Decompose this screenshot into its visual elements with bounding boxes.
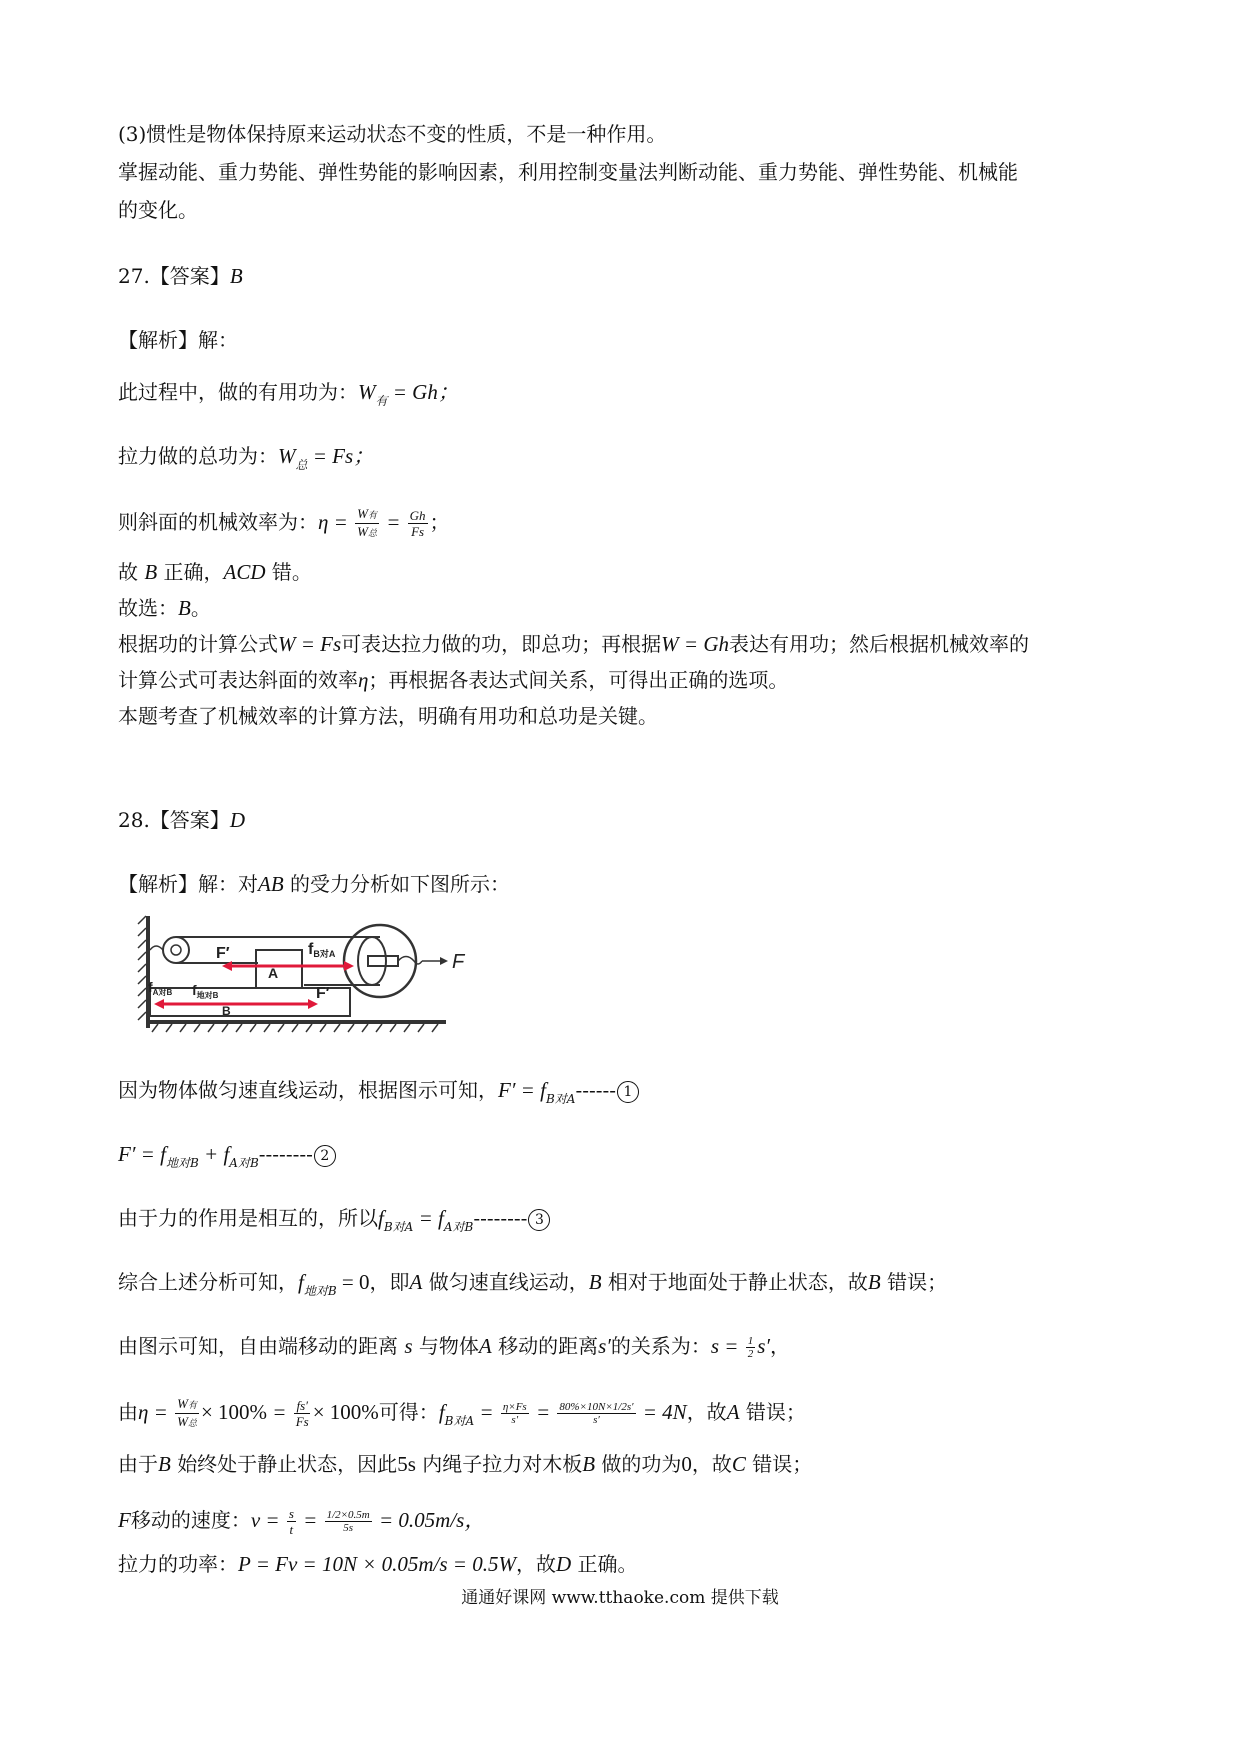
equation-2: $F' = f_{地对B} + f_{A对B}--------$ 2 xyxy=(118,1140,336,1171)
label-Fprime-top: F′ xyxy=(216,945,230,962)
text-line: 计算公式可表达斜面的效率η；再根据各表达式间关系，可得出正确的选项。 xyxy=(118,668,789,692)
text-line: 【解析】解：对AB 的受力分析如下图所示： xyxy=(118,872,511,896)
efficiency-equation: 由η = $\frac{\text{W有}}{\text{W总}}$ × 100% = $\frac{fs'}{Fs}$ × 100%可得：$f_{B对A}$ = $\frac{\eta\times Fs}{s'}$ = $\frac{80\%\times 10N\times 1/2s'}{s'}$ = 4N，故A 错误； xyxy=(118,1396,806,1429)
text-line: 此过程中，做的有用功为：$W_有 = Gh$； xyxy=(118,380,459,408)
power-equation: 拉力的功率：P = Fv = 10N × 0.05m/s = 0.5W，故D 正确。 xyxy=(118,1552,638,1576)
text-line: 故 B 正确，ACD 错。 xyxy=(118,560,312,584)
text-line: 故选：B。 xyxy=(118,596,211,620)
equation-3: 由于力的作用是相互的，所以$f_{B对A} = f_{A对B}--------$ 3 xyxy=(118,1204,550,1235)
label-fAB: $f_{A对B}$ xyxy=(148,979,173,997)
text-line: 由于B 始终处于静止状态，因此5s 内绳子拉力对木板B 做的功为0，故C 错误； xyxy=(118,1452,813,1476)
label-fBA: fB对A xyxy=(308,941,336,959)
ground xyxy=(146,1020,446,1024)
page-footer: 通通好课网 www.tthaoke.com 提供下载 xyxy=(461,1588,779,1608)
equation-1: 因为物体做匀速直线运动，根据图示可知，$F' = f_{B对A}------$ 1 xyxy=(118,1076,639,1107)
text-line: (3)惯性是物体保持原来运动状态不变的性质，不是一种作用。 xyxy=(118,122,667,146)
label-B: B xyxy=(222,1004,231,1018)
text-line: 由图示可知，自由端移动的距离 s 与物体A 移动的距离s′的关系为：s = $\frac{1}{2}$ s′， xyxy=(118,1334,790,1360)
text-line: 拉力做的总功为：$W_总 = Fs$； xyxy=(118,444,375,472)
force-diagram xyxy=(118,912,518,1040)
label-F: F xyxy=(452,951,465,973)
right-pulley xyxy=(344,925,416,997)
label-A: A xyxy=(268,965,279,981)
block-A xyxy=(256,950,302,988)
analysis-heading: 【解析】解： xyxy=(118,328,238,352)
left-pulley xyxy=(163,937,189,963)
text-line: 的变化。 xyxy=(118,198,198,222)
efficiency-formula: 则斜面的机械效率为：η = $\frac{\text{W有}}{\text{W总}}$ = $\frac{Gh}{Fs}$ ； xyxy=(118,506,450,539)
question-28-answer: 28.【答案】D xyxy=(118,808,245,832)
label-fground: $f_{地对B}$ xyxy=(192,982,219,1000)
question-27-answer: 27.【答案】B xyxy=(118,264,243,288)
text-line: 本题考查了机械效率的计算方法，明确有用功和总功是关键。 xyxy=(118,704,658,728)
label-Fprime-bottom: F′ xyxy=(316,985,330,1002)
speed-equation: F移动的速度：v = $\frac{s}{t}$ = $\frac{1/2\times 0.5m}{5s}$ = 0.05m/s， xyxy=(118,1506,486,1537)
text-line: 掌握动能、重力势能、弹性势能的影响因素，利用控制变量法判断动能、重力势能、弹性势能、机械能 xyxy=(118,160,1018,184)
text-line: 根据功的计算公式W = Fs可表达拉力做的功，即总功；再根据W = Gh表达有用功；然后根据机械效率的 xyxy=(118,632,1030,656)
text-line: 综合上述分析可知，$f_{地对B} = 0$，即A 做匀速直线运动，B 相对于地面处于静止状态，故B 错误； xyxy=(118,1270,948,1298)
